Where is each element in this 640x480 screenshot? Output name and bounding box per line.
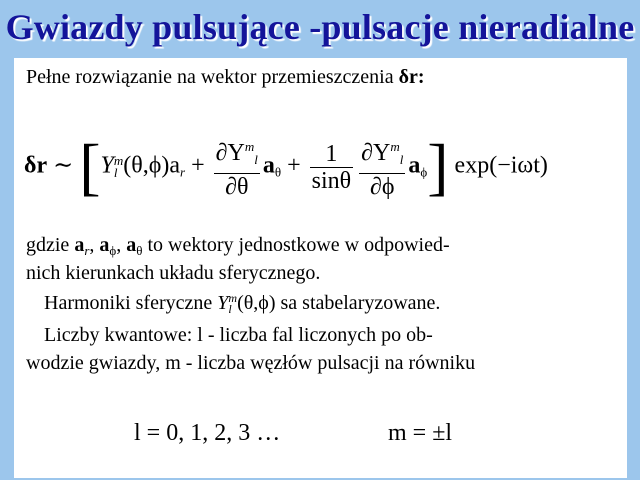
line-2: nich kierunkach układu sferycznego. xyxy=(26,262,321,284)
eq-left-bracket: [ xyxy=(79,131,101,202)
eq-term2-vec: a xyxy=(262,152,275,179)
eq-sim: ∼ xyxy=(53,152,74,179)
intro-line xyxy=(26,66,425,89)
m-values: m = ±l xyxy=(388,420,453,446)
eq-plus2: + xyxy=(287,152,301,179)
eq-frac1-den: ∂θ xyxy=(225,174,249,200)
eq-frac2-den: sinθ xyxy=(311,167,352,194)
slide-title: Gwiazdy pulsujące -pulsacje nieradialne xyxy=(5,7,635,47)
eq-term1-vec-sub: r xyxy=(180,164,186,180)
eq-term2-vec-sub: θ xyxy=(274,164,282,180)
line1-rest: to wektory jednostkowe w odpowied- xyxy=(147,234,450,256)
eq-frac1-sup: m xyxy=(244,139,255,154)
line-3: Harmoniki sferyczne Y m l (θ,ϕ) sa stabelaryzowane. xyxy=(44,291,441,317)
eq-term1-sub: l xyxy=(113,165,118,180)
eq-term3-vec-sub: ϕ xyxy=(420,164,428,180)
line-4: Liczby kwantowe: l - liczba fal liczonych po ob- xyxy=(44,324,433,346)
eq-frac1 xyxy=(214,134,260,200)
eq-right-bracket: ] xyxy=(427,131,449,202)
eq-term3-vec: a xyxy=(408,152,421,179)
line1-vec-ar: a xyxy=(74,234,85,256)
line-1: gdzie $a_r$, $a_\phi$, $a_\theta$ to wektory jednostkowe w odpowied- xyxy=(26,234,450,258)
eq-frac3-num: ∂Y xyxy=(361,140,391,166)
intro-symbol: δr: xyxy=(398,66,425,88)
eq-frac3-sup: m xyxy=(390,139,400,154)
eq-frac2 xyxy=(310,141,354,194)
eq-lhs: δr xyxy=(24,152,48,179)
eq-term1: Y xyxy=(100,152,114,179)
eq-term1-args: (θ,ϕ)a xyxy=(123,152,181,179)
intro-text: Pełne rozwiązanie na wektor przemieszczenia xyxy=(26,66,394,88)
eq-frac3-sub: l xyxy=(399,152,404,167)
line3-b: sa stabelaryzowane. xyxy=(280,292,441,314)
eq-exp: exp(−iωt) xyxy=(454,152,548,179)
eq-frac1-num: ∂Y xyxy=(215,140,245,166)
eq-frac3 xyxy=(359,134,405,200)
eq-frac1-sub: l xyxy=(254,152,258,167)
eq-term1-sup: m xyxy=(113,153,124,168)
eq-frac3-den: ∂ϕ xyxy=(370,174,395,200)
l-values: l = 0, 1, 2, 3 … xyxy=(134,420,281,446)
line1-gdzie: gdzie xyxy=(26,234,70,256)
content-panel xyxy=(14,58,627,478)
eq-frac2-num: 1 xyxy=(310,141,354,168)
displacement-equation xyxy=(24,131,548,202)
eq-plus1: + xyxy=(191,152,205,179)
line-5: wodzie gwiazdy, m - liczba węzłów pulsacji na równiku xyxy=(26,352,476,374)
line3-a: Harmoniki sferyczne xyxy=(44,292,213,314)
